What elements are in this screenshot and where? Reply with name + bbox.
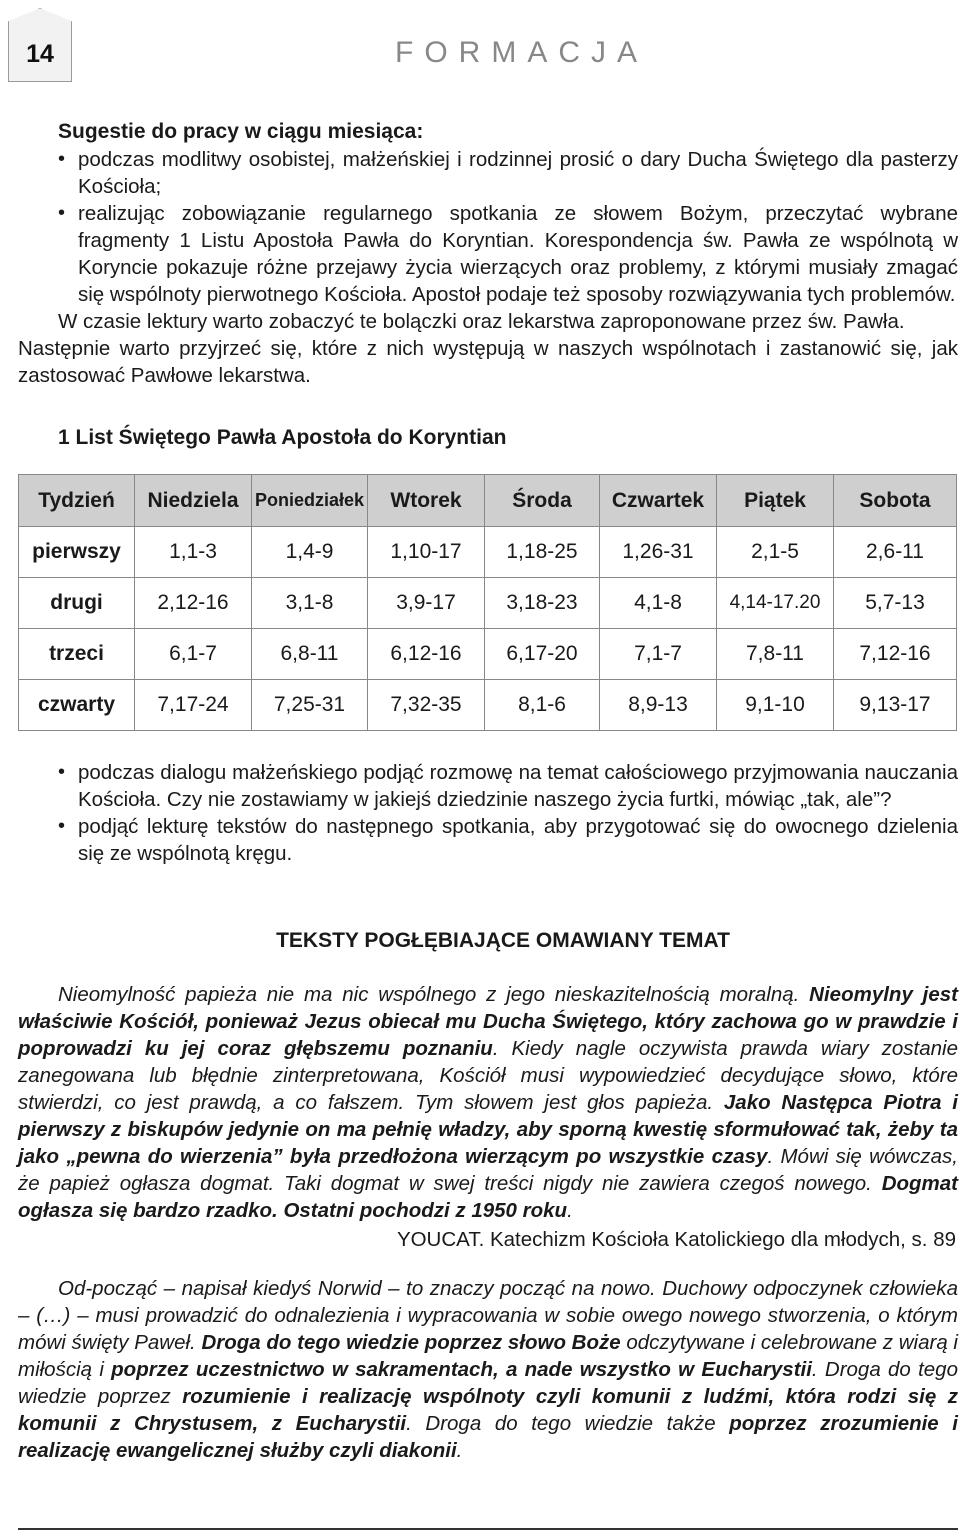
quote-segment-bold: poprzez zrozumienie i realizację ewangelicznej służby czyli diakonii [18, 1412, 958, 1462]
reading-plan-table [18, 474, 957, 731]
table-cell: 6,12-16 [368, 629, 485, 680]
texts-heading: TEKSTY POGŁĘBIAJĄCE OMAWIANY TEMAT [276, 929, 730, 952]
table-cell: 7,12-16 [834, 629, 957, 680]
column-header: Tydzień [19, 475, 135, 527]
tip-item: • realizując zobowiązanie regularnego spotkania ze słowem Bożym, przeczytać wybrane fragmenty 1 Listu Apostoła Pawła do Koryntian. Korespondencja św. Pawła ze wspólnotą w Koryncie pokazuje różne przejawy życia wierzących oraz problemy, z którymi musiały zmagać się wspólnoty pierwotnego Kościoła. Apostoł podaje też sposoby rozwiązywania tych problemów. [78, 200, 958, 308]
tips-paragraph: Następnie warto przyjrzeć się, które z nich występują w naszych wspólnotach i zastanowić się, jak zastosować Pawłowe lekarstwa. [18, 337, 958, 387]
table-row [19, 629, 957, 680]
table-row [19, 680, 957, 731]
column-header: Niedziela [135, 475, 252, 527]
quote-source: YOUCAT. Katechizm Kościoła Katolickiego dla młodych, s. 89 [396, 1228, 956, 1251]
column-header: Czwartek [600, 475, 717, 527]
table-cell: 6,17-20 [485, 629, 600, 680]
quote-segment-bold: rozumienie i realizację wspólnoty czyli komunii z ludźmi, która rodzi się z komunii z Chrystusem, z Eucharystii [18, 1385, 958, 1435]
quote-segment: . Mówi się wówczas, że papież ogłasza dogmat. Taki dogmat w swej treści nigdy nie zawiera czegoś nowego. [18, 1145, 959, 1195]
table-cell: 7,32-35 [368, 680, 485, 731]
quote-segment-bold: Droga do tego wiedzie poprzez słowo Boże [201, 1331, 621, 1354]
tips-list-2 [18, 759, 958, 867]
quote-segment: Nieomylność papieża nie ma nic wspólnego z jego nieskazitelnością moralną. [58, 983, 810, 1006]
table-cell: 8,1-6 [485, 680, 600, 731]
table-cell: 1,18-25 [485, 527, 600, 578]
column-header: Sobota [834, 475, 957, 527]
quote-segment-bold: Jako Następca Piotra i pierwszy z biskupów jedynie on ma pełnię władzy, aby sporną kwestię sformułować tak, żeby ta jako „pewna do wierzenia” była przedłożona wierzącym po wszystkie czasy [18, 1091, 959, 1168]
table-cell: 7,17-24 [135, 680, 252, 731]
page-content [18, 118, 958, 1464]
table-header-row [19, 475, 957, 527]
tips-list [18, 146, 958, 308]
table-cell: 6,8-11 [252, 629, 368, 680]
table-cell: 2,6-11 [834, 527, 957, 578]
column-header: Piątek [717, 475, 834, 527]
table-cell: 1,10-17 [368, 527, 485, 578]
column-header: Poniedziałek [252, 475, 368, 527]
table-cell: 2,1-5 [717, 527, 834, 578]
table-cell: 4,1-8 [600, 578, 717, 629]
table-cell: 1,1-3 [135, 527, 252, 578]
tips-heading: Sugestie do pracy w ciągu miesiąca: [58, 120, 424, 143]
table-cell: 5,7-13 [834, 578, 957, 629]
table-cell: 9,13-17 [834, 680, 957, 731]
quote-segment: . [567, 1199, 573, 1222]
quote-segment-bold: Dogmat ogłasza się bardzo rzadko. Ostatni pochodzi z 1950 roku [18, 1172, 958, 1222]
table-row [19, 578, 957, 629]
tip-item: • podczas dialogu małżeńskiego podjąć rozmowę na temat całościowego przyjmowania nauczania Kościoła. Czy nie zostawiamy w jakiejś dziedzinie naszego życia furtki, mówiąc „tak, ale”? [78, 759, 958, 813]
table-cell: 7,1-7 [600, 629, 717, 680]
week-label: trzeci [19, 629, 135, 680]
quote-segment: Od-począć – napisał kiedyś Norwid – to znaczy począć na nowo. Duchowy odpoczynek człowieka – (…) – musi prowadzić do odnalezienia i wypracowania w sobie owego nowego stworzenia, o którym mówi święty Paweł. [18, 1277, 958, 1354]
quote-segment: odczytywane i celebrowane z wiarą i miłością i [18, 1331, 958, 1381]
table-cell: 7,8-11 [717, 629, 834, 680]
table-cell: 1,26-31 [600, 527, 717, 578]
table-cell: 3,18-23 [485, 578, 600, 629]
quote-youcat [18, 981, 958, 1224]
bottom-rule [18, 1528, 958, 1530]
column-header: Wtorek [368, 475, 485, 527]
week-label: drugi [19, 578, 135, 629]
table-cell: 3,1-8 [252, 578, 368, 629]
table-cell: 4,14-17.20 [717, 578, 834, 629]
table-cell: 3,9-17 [368, 578, 485, 629]
section-title: FORMACJA [395, 36, 648, 69]
table-cell: 7,25-31 [252, 680, 368, 731]
week-label: czwarty [19, 680, 135, 731]
week-label: pierwszy [19, 527, 135, 578]
tip-item: • podczas modlitwy osobistej, małżeńskiej i rodzinnej prosić o dary Ducha Świętego dla pasterzy Kościoła; [78, 146, 958, 200]
quote-segment: . Kiedy nagle oczywista prawda wiary zostanie zanegowana lub błędnie zinterpretowana, Kościół musi wypowiedzieć decydujące słowo, które stwierdzi, co jest prawdą, a co fałszem. Tym słowem jest głos papieża. [18, 1037, 959, 1114]
quote-segment: . Droga do tego wiedzie także [406, 1412, 730, 1435]
quote-norwid [18, 1275, 958, 1464]
table-cell: 2,12-16 [135, 578, 252, 629]
table-cell: 9,1-10 [717, 680, 834, 731]
quote-segment-bold: poprzez uczestnictwo w sakramentach, a nade wszystko w Eucharystii [111, 1358, 812, 1381]
column-header: Środa [485, 475, 600, 527]
quote-segment-bold: Nieomylny jest właściwie Kościół, ponieważ Jezus obiecał mu Ducha Świętego, który zachowa go w prawdzie i poprowadzi ku jej coraz głębszemu poznaniu [18, 983, 958, 1060]
table-row [19, 527, 957, 578]
quote-segment: . Droga do tego wiedzie poprzez [18, 1358, 958, 1408]
tips-paragraph: W czasie lektury warto zobaczyć te bolączki oraz lekarstwa zaproponowane przez św. Pawła. [58, 310, 905, 333]
page-number: 14 [26, 40, 54, 68]
reading-plan-title: 1 List Świętego Pawła Apostoła do Koryntian [58, 426, 507, 449]
table-cell: 1,4-9 [252, 527, 368, 578]
table-cell: 6,1-7 [135, 629, 252, 680]
table-cell: 8,9-13 [600, 680, 717, 731]
quote-segment: . [456, 1439, 463, 1462]
tip-item: • podjąć lekturę tekstów do następnego spotkania, aby przygotować się do owocnego dzielenia się ze wspólnotą kręgu. [78, 813, 958, 867]
